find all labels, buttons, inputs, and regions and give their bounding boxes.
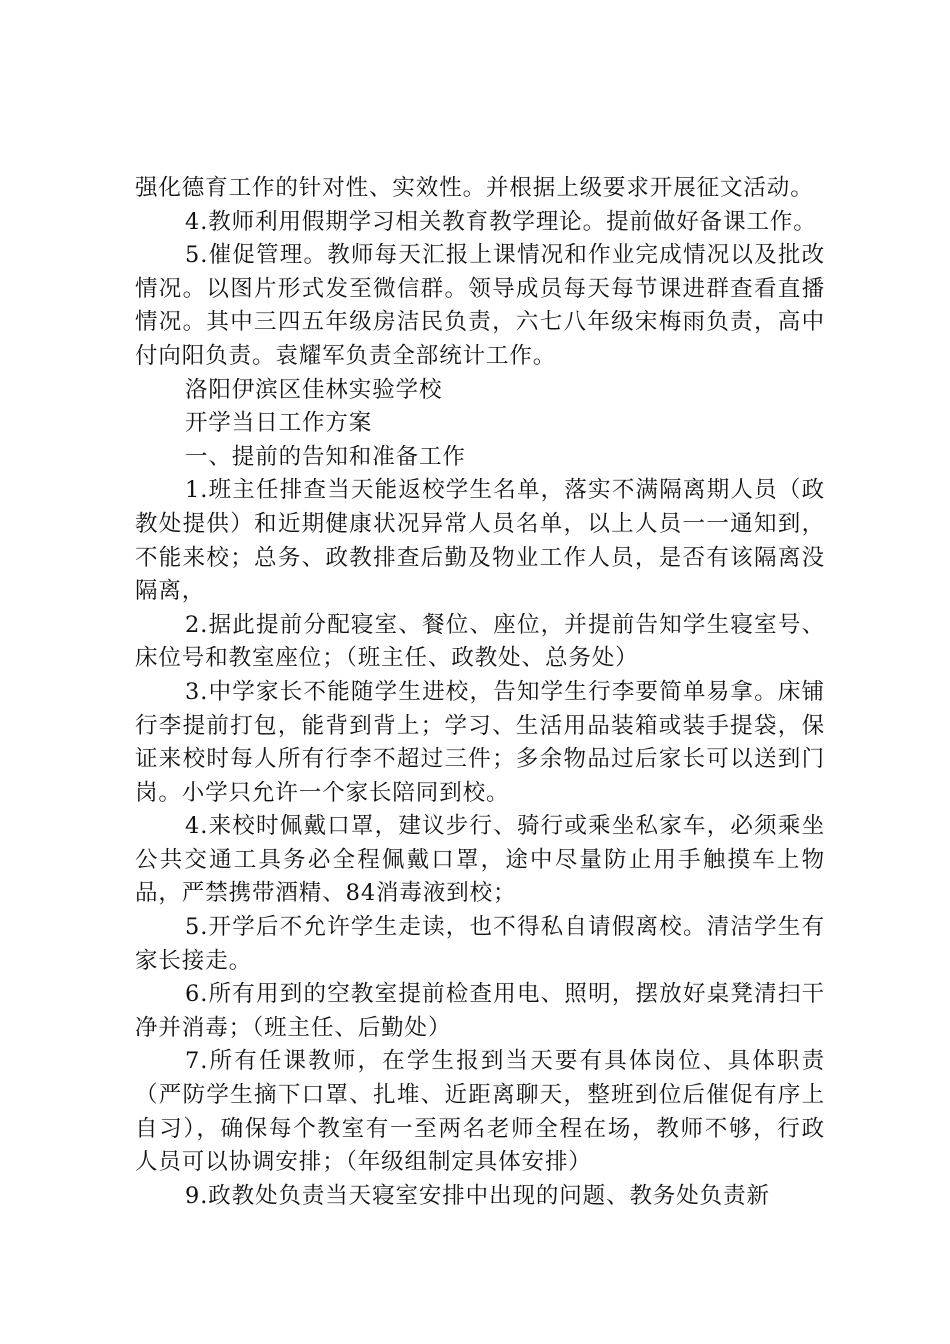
paragraph-item-9: 9.政教处负责当天寝室安排中出现的问题、教务处负责新	[185, 1182, 770, 1209]
paragraph-item-7: 7.所有任课教师，在学生报到当天要有具体岗位、具体职责（严防学生摘下口罩、扎堆、近距离聊天，整班到位后催促有序上自习），确保每个教室有一至两名老师全程在场，教师不够，行政人员可以协调安排；（年级组制定具体安排）	[135, 1048, 825, 1176]
paragraph-item-6: 6.所有用到的空教室提前检查用电、照明，摆放好桌凳清扫干净并消毒；（班主任、后勤处）	[135, 981, 825, 1041]
paragraph-item-5-management: 5.催促管理。教师每天汇报上课情况和作业完成情况以及批改情况。以图片形式发至微信群。领导成员每天每节课进群查看直播情况。其中三四五年级房洁民负责，六七八年级宋梅雨负责，高中付向阳负责。袁耀军负责全部统计工作。	[135, 242, 825, 369]
plan-title: 开学当日工作方案	[185, 410, 373, 437]
paragraph-item-5: 5.开学后不允许学生走读，也不得私自请假离校。清洁学生有家长接走。	[135, 914, 825, 974]
paragraph-item-4-study: 4.教师利用假期学习相关教育教学理论。提前做好备课工作。	[185, 208, 817, 235]
document-page	[135, 172, 825, 1213]
paragraph-item-4: 4.来校时佩戴口罩，建议步行、骑行或乘坐私家车，必须乘坐公共交通工具务必全程佩戴口罩，途中尽量防止用手触摸车上物品，严禁携带酒精、84消毒液到校；	[135, 813, 825, 907]
paragraph-deyu: 强化德育工作的针对性、实效性。并根据上级要求开展征文活动。	[135, 175, 814, 201]
paragraph-item-3: 3.中学家长不能随学生进校，告知学生行李要简单易拿。床铺行李提前打包，能背到背上；学习、生活用品装箱或装手提袋，保证来校时每人所有行李不超过三件；多余物品过后家长可以送到门岗。小学只允许一个家长陪同到校。	[135, 678, 825, 806]
paragraph-item-1: 1.班主任排查当天能返校学生名单，落实不满隔离期人员（政教处提供）和近期健康状况异常人员名单，以上人员一一通知到，不能来校；总务、政教排查后勤及物业工作人员，是否有该隔离没隔离，	[135, 477, 825, 605]
section-heading-1: 一、提前的告知和准备工作	[185, 443, 466, 470]
paragraph-item-2: 2.据此提前分配寝室、餐位、座位，并提前告知学生寝室号、床位号和教室座位；（班主任、政教处、总务处）	[135, 611, 825, 672]
school-name: 洛阳伊滨区佳林实验学校	[185, 376, 443, 403]
